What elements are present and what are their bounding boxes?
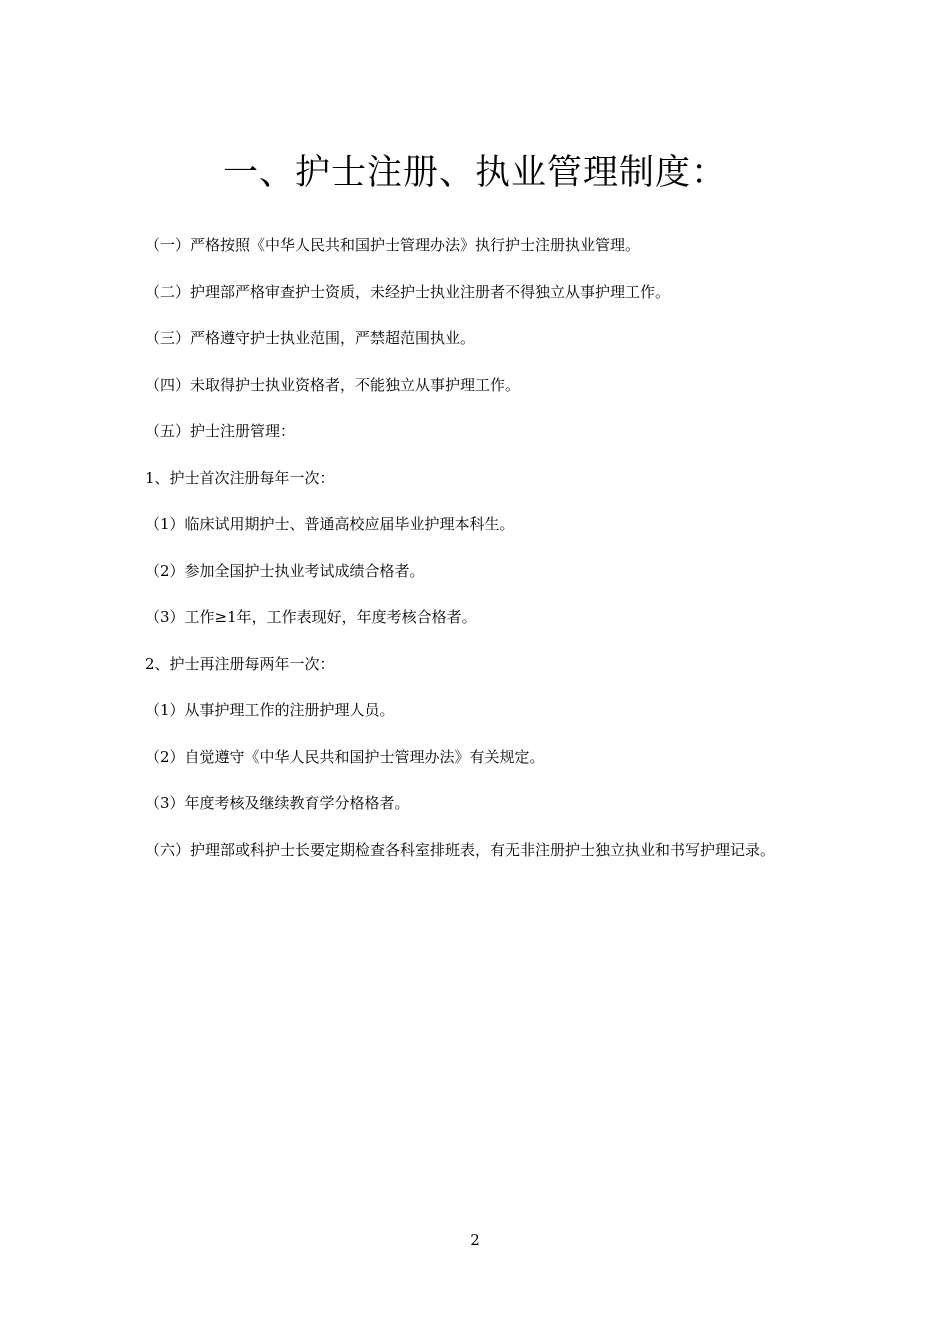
- page-number: 2: [470, 1231, 480, 1249]
- paragraph-7: （1）临床试用期护士、普通高校应届毕业护理本科生。: [145, 515, 515, 533]
- paragraph-2: （二）护理部严格审查护士资质，未经护士执业注册者不得独立从事护理工作。: [145, 282, 671, 301]
- document-title: 一、护士注册、执业管理制度：: [222, 153, 727, 193]
- paragraph-6: 1、护士首次注册每年一次：: [145, 468, 335, 487]
- paragraph-9: （3）工作≥1年，工作表现好，年度考核合格者。: [145, 608, 477, 626]
- paragraph-14: （六）护理部或科护士长要定期检查各科室排班表，有无非注册护士独立执业和书写护理记录。: [145, 840, 776, 859]
- paragraph-4: （四）未取得护士执业资格者，不能独立从事护理工作。: [145, 375, 521, 394]
- paragraph-8: （2）参加全国护士执业考试成绩合格者。: [145, 561, 425, 580]
- paragraph-5: （五）护士注册管理：: [145, 422, 296, 440]
- paragraph-3: （三）严格遵守护士执业范围，严禁超范围执业。: [145, 329, 476, 347]
- paragraph-12: （2）自觉遵守《中华人民共和国护士管理办法》有关规定。: [145, 747, 545, 766]
- paragraph-11: （1）从事护理工作的注册护理人员。: [145, 701, 395, 719]
- paragraph-10: 2、护士再注册每两年一次：: [145, 654, 335, 673]
- paragraph-13: （3）年度考核及继续教育学分格格者。: [145, 794, 410, 812]
- document-body: [145, 233, 815, 862]
- paragraph-1: （一）严格按照《中华人民共和国护士管理办法》执行护士注册执业管理。: [145, 236, 641, 254]
